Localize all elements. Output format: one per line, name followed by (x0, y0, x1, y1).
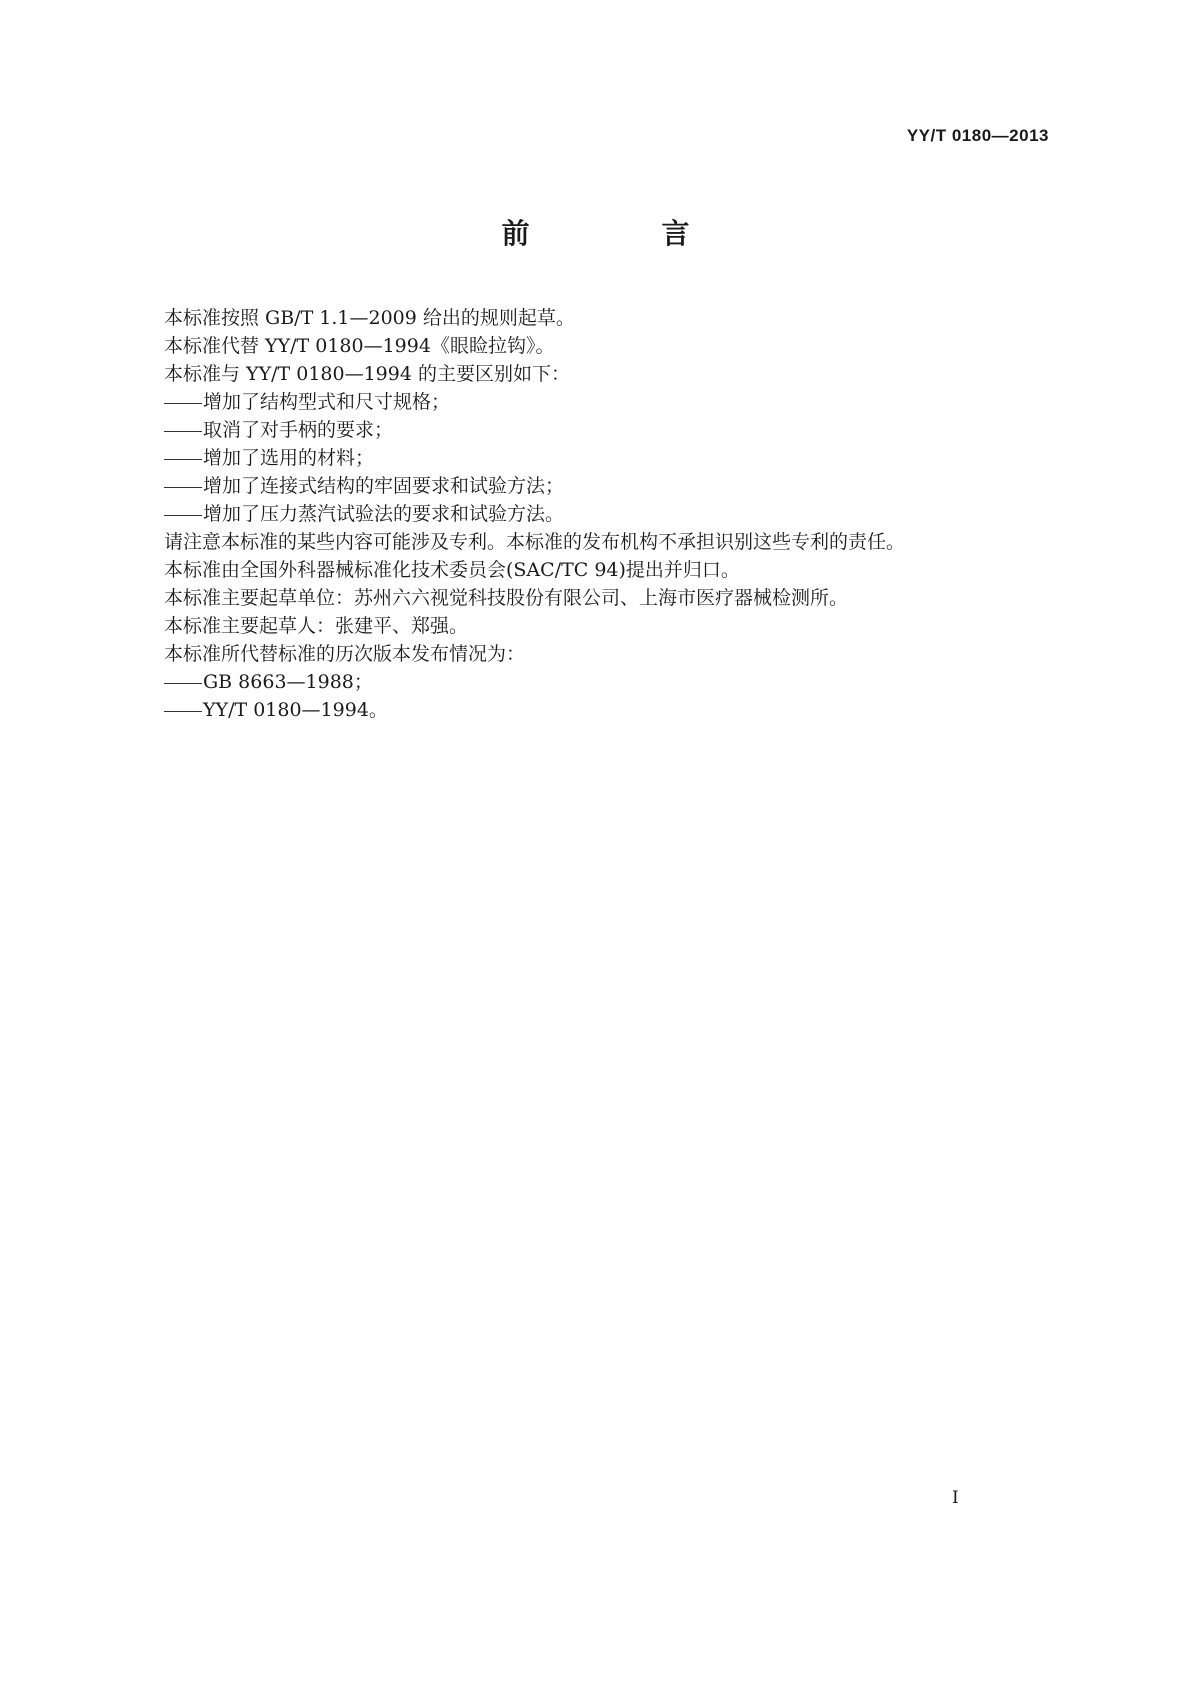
paragraph-patent-notice: 请注意本标准的某些内容可能涉及专利。本标准的发布机构不承担识别这些专利的责任。 (164, 531, 906, 553)
list-item (164, 668, 1044, 696)
list-item (164, 444, 1044, 472)
list-item (164, 388, 1044, 416)
list-item (164, 472, 1044, 500)
paragraph-version-history-intro: 本标准所代替标准的历次版本发布情况为： (164, 643, 526, 665)
em-dash-bullet (164, 431, 202, 432)
paragraph-drafters: 本标准主要起草人：张建平、郑强。 (164, 615, 469, 637)
list-item-text: 增加了连接式结构的牢固要求和试验方法； (203, 475, 565, 497)
em-dash-bullet (164, 711, 202, 712)
list-item-text: YY/T 0180—1994。 (203, 699, 388, 721)
list-item-text: 取消了对手柄的要求； (203, 419, 394, 441)
list-item-text: GB 8663—1988； (203, 671, 373, 693)
page-title: 前 言 (501, 217, 742, 250)
paragraph-proposer: 本标准由全国外科器械标准化技术委员会(SAC/TC 94)提出并归口。 (164, 559, 740, 581)
page-number: I (952, 1488, 959, 1508)
paragraph-drafting-rules: 本标准按照 GB/T 1.1—2009 给出的规则起草。 (164, 307, 575, 329)
list-item-text: 增加了压力蒸汽试验法的要求和试验方法。 (203, 503, 565, 525)
list-item (164, 696, 1044, 724)
foreword-body (164, 304, 1044, 724)
paragraph-drafting-units: 本标准主要起草单位：苏州六六视觉科技股份有限公司、上海市医疗器械检测所。 (164, 587, 849, 609)
list-item (164, 416, 1044, 444)
list-item-text: 增加了结构型式和尺寸规格； (203, 391, 451, 413)
em-dash-bullet (164, 459, 202, 460)
paragraph-differences-intro: 本标准与 YY/T 0180—1994 的主要区别如下： (164, 363, 570, 385)
list-item-text: 增加了选用的材料； (203, 447, 375, 469)
em-dash-bullet (164, 683, 202, 684)
em-dash-bullet (164, 515, 202, 516)
em-dash-bullet (164, 403, 202, 404)
em-dash-bullet (164, 487, 202, 488)
standard-code: YY/T 0180—2013 (906, 126, 1049, 145)
paragraph-replaces: 本标准代替 YY/T 0180—1994《眼睑拉钩》。 (164, 335, 555, 357)
list-item (164, 500, 1044, 528)
